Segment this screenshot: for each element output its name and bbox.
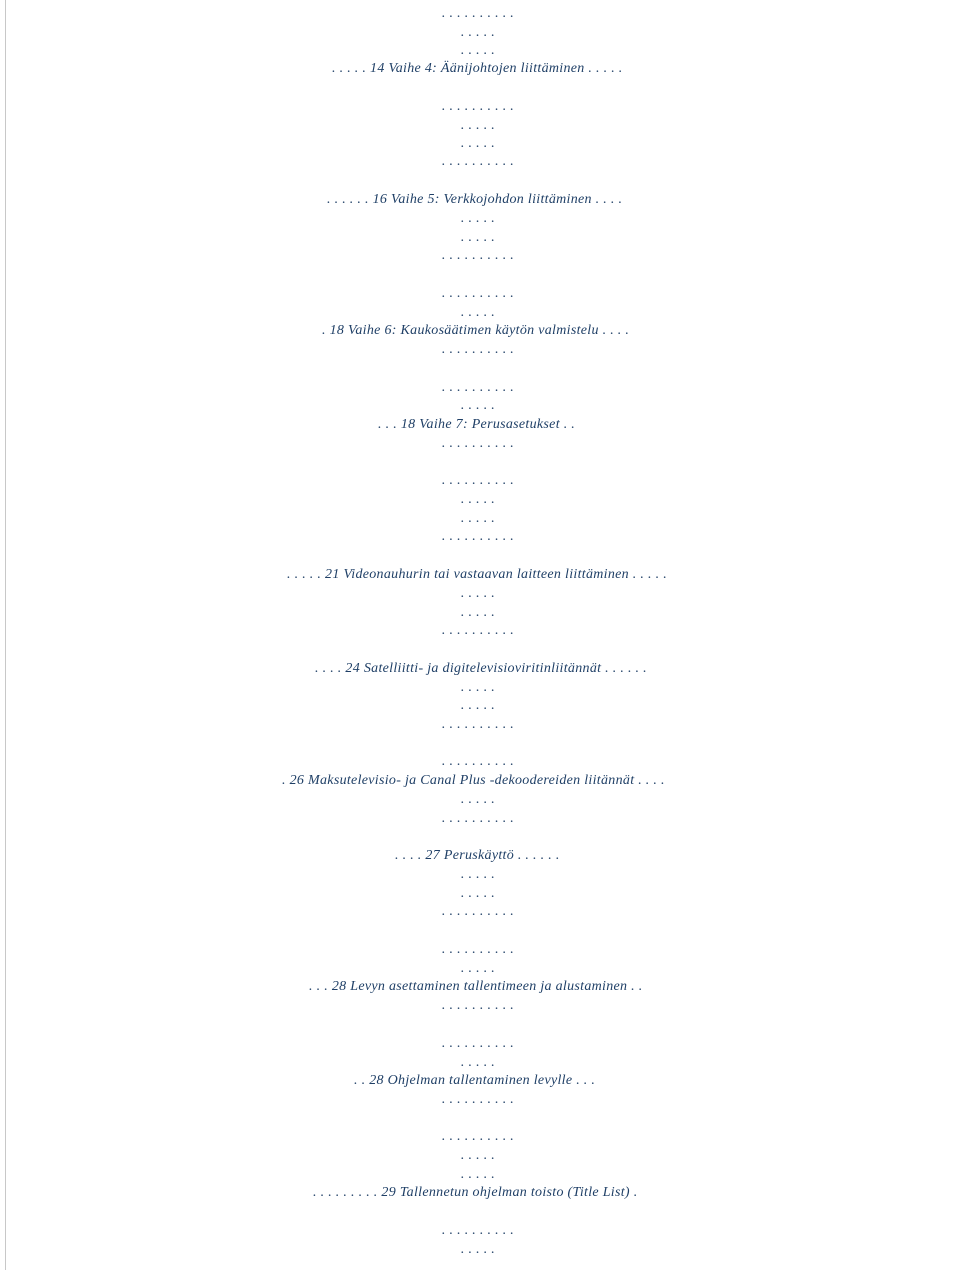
dot-leader-line: . . . . . . . . . . (441, 1129, 515, 1144)
toc-entry-leader: . (282, 773, 286, 788)
dot-leader-line: . . . . . (460, 680, 496, 695)
dot-leader-line: . . . . . . . . . . (441, 623, 515, 638)
toc-entry-title: Levyn asettaminen tallentimeen ja alustaminen (350, 979, 628, 994)
toc-entry-page: 14 (370, 61, 385, 76)
toc-entry[interactable] (395, 847, 560, 865)
toc-entry-leader: . . . . . (287, 567, 322, 582)
toc-entry-trail: . . . . (602, 323, 630, 338)
dot-leader-line: . . . . . (460, 136, 496, 151)
dot-leader-line: . . . . . (460, 211, 496, 226)
dot-leader-line: . . . . . . . . . . (441, 717, 515, 732)
toc-entry-page: 29 (381, 1185, 397, 1200)
dot-leader-line: . . . . . . . . . . (441, 342, 515, 357)
toc-entry-trail: . . (563, 417, 576, 432)
toc-entry-leader: . (322, 323, 326, 338)
toc-entry-title: Tallennetun ohjelman toisto (Title List) (399, 1185, 630, 1200)
toc-entry-leader: . . . . (395, 848, 422, 863)
toc-entry[interactable] (282, 772, 665, 790)
toc-entry-page: 27 (425, 848, 441, 863)
dot-leader-line: . . . . . (460, 1148, 496, 1163)
dot-leader-line: . . . . . . . . . . (441, 473, 515, 488)
dot-leader-line: . . . . . (460, 605, 496, 620)
dot-leader-line: . . . . . (460, 118, 496, 133)
toc-entry-page: 28 (369, 1073, 384, 1088)
dot-leader-line: . . . . . . . . . . (441, 154, 515, 169)
dot-leader-line: . . . . . (460, 43, 496, 58)
toc-entry-trail: . . . . (595, 192, 623, 207)
toc-entry[interactable] (322, 322, 629, 340)
dot-leader-line: . . . . . (460, 1167, 496, 1182)
toc-entry[interactable] (332, 60, 623, 78)
dot-leader-line: . . . . . (460, 25, 496, 40)
toc-entry-trail: . . . . . (632, 567, 667, 582)
toc-entry-title: Ohjelman tallentaminen levylle (387, 1073, 573, 1088)
toc-entry-leader: . . . . (315, 661, 342, 676)
toc-entry-title: Vaihe 5: Verkkojohdon liittäminen (391, 192, 592, 207)
dot-leader-line: . . . . . . . . . . (441, 6, 515, 21)
toc-entry-leader: . . . (378, 417, 397, 432)
dot-leader-line: . . . . . . . . . . (441, 436, 515, 451)
dot-leader-line: . . . . . . . . . . (441, 904, 515, 919)
dot-leader-line: . . . . . (460, 492, 496, 507)
toc-entry-trail: . . . . . . (605, 661, 647, 676)
toc-entry-title: Vaihe 4: Äänijohtojen liittäminen (388, 61, 585, 76)
toc-entry-trail: . (633, 1185, 638, 1200)
dot-leader-line: . . . . . (460, 867, 496, 882)
dot-leader-line: . . . . . . . . . . (441, 380, 515, 395)
dot-leader-line: . . . . . . . . . . (441, 248, 515, 263)
toc-entry[interactable] (287, 566, 667, 584)
toc-entry[interactable] (309, 978, 643, 996)
dot-leader-line: . . . . . . . . . . (441, 998, 515, 1013)
toc-entry-page: 26 (289, 773, 305, 788)
toc-entry-leader: . . . . . . . . . (313, 1185, 378, 1200)
toc-entry-title: Vaihe 7: Perusasetukset (419, 417, 560, 432)
toc-entry-page: 24 (345, 661, 361, 676)
toc-entry-page: 28 (331, 979, 347, 994)
toc-entry[interactable] (313, 1184, 638, 1202)
dot-leader-line: . . . . . (460, 886, 496, 901)
toc-entry-leader: . . . (309, 979, 328, 994)
dot-leader-line: . . . . . (460, 1242, 496, 1257)
toc-entry-title: Satelliitti- ja digitelevisioviritinliitännät (363, 661, 602, 676)
toc-entry-page: 18 (329, 323, 345, 338)
toc-entry-page: 18 (400, 417, 416, 432)
dot-leader-line: . . . . . (460, 792, 496, 807)
dot-leader-line: . . . . . (460, 1055, 496, 1070)
dot-leader-line: . . . . . (460, 961, 496, 976)
dot-leader-line: . . . . . (460, 586, 496, 601)
toc-entry-page: 16 (372, 192, 388, 207)
dot-leader-line: . . . . . . . . . . (441, 99, 515, 114)
toc-entry-title: Peruskäyttö (443, 848, 515, 863)
toc-entry[interactable] (315, 660, 647, 678)
dot-leader-line: . . . . . . . . . . (441, 942, 515, 957)
dot-leader-line: . . . . . . . . . . (441, 754, 515, 769)
toc-entry-title: Maksutelevisio- ja Canal Plus -dekoodereiden liitännät (308, 773, 635, 788)
toc-entry[interactable] (327, 191, 622, 209)
toc-entry-leader: . . . . . (332, 61, 367, 76)
dot-leader-line: . . . . . (460, 230, 496, 245)
dot-leader-line: . . . . . (460, 698, 496, 713)
toc-entry-trail: . . . . . . (517, 848, 560, 863)
toc-entry-title: Videonauhurin tai vastaavan laitteen liittäminen (343, 567, 629, 582)
toc-entry-trail: . . (631, 979, 643, 994)
toc-entry-leader: . . . . . . (327, 192, 369, 207)
dot-leader-line: . . . . . . . . . . (441, 1223, 515, 1238)
dot-leader-line: . . . . . . . . . . (441, 811, 515, 826)
dot-leader-line: . . . . . (460, 398, 496, 413)
dot-leader-line: . . . . . . . . . . (441, 529, 515, 544)
dot-leader-line: . . . . . (460, 511, 496, 526)
toc-entry-title: Vaihe 6: Kaukosäätimen käytön valmistelu (348, 323, 599, 338)
toc-entry-leader: . . (354, 1073, 366, 1088)
dot-leader-line: . . . . . (460, 305, 496, 320)
toc-entry-trail: . . . (576, 1073, 596, 1088)
dot-leader-line: . . . . . . . . . . (441, 1036, 515, 1051)
toc-entry[interactable] (378, 416, 575, 434)
toc-entry-page: 21 (325, 567, 340, 582)
toc-entry[interactable] (354, 1072, 595, 1090)
toc-entry-trail: . . . . . (588, 61, 623, 76)
toc-entry-trail: . . . . (638, 773, 665, 788)
dot-leader-line: . . . . . . . . . . (441, 1092, 515, 1107)
dot-leader-line: . . . . . . . . . . (441, 286, 515, 301)
